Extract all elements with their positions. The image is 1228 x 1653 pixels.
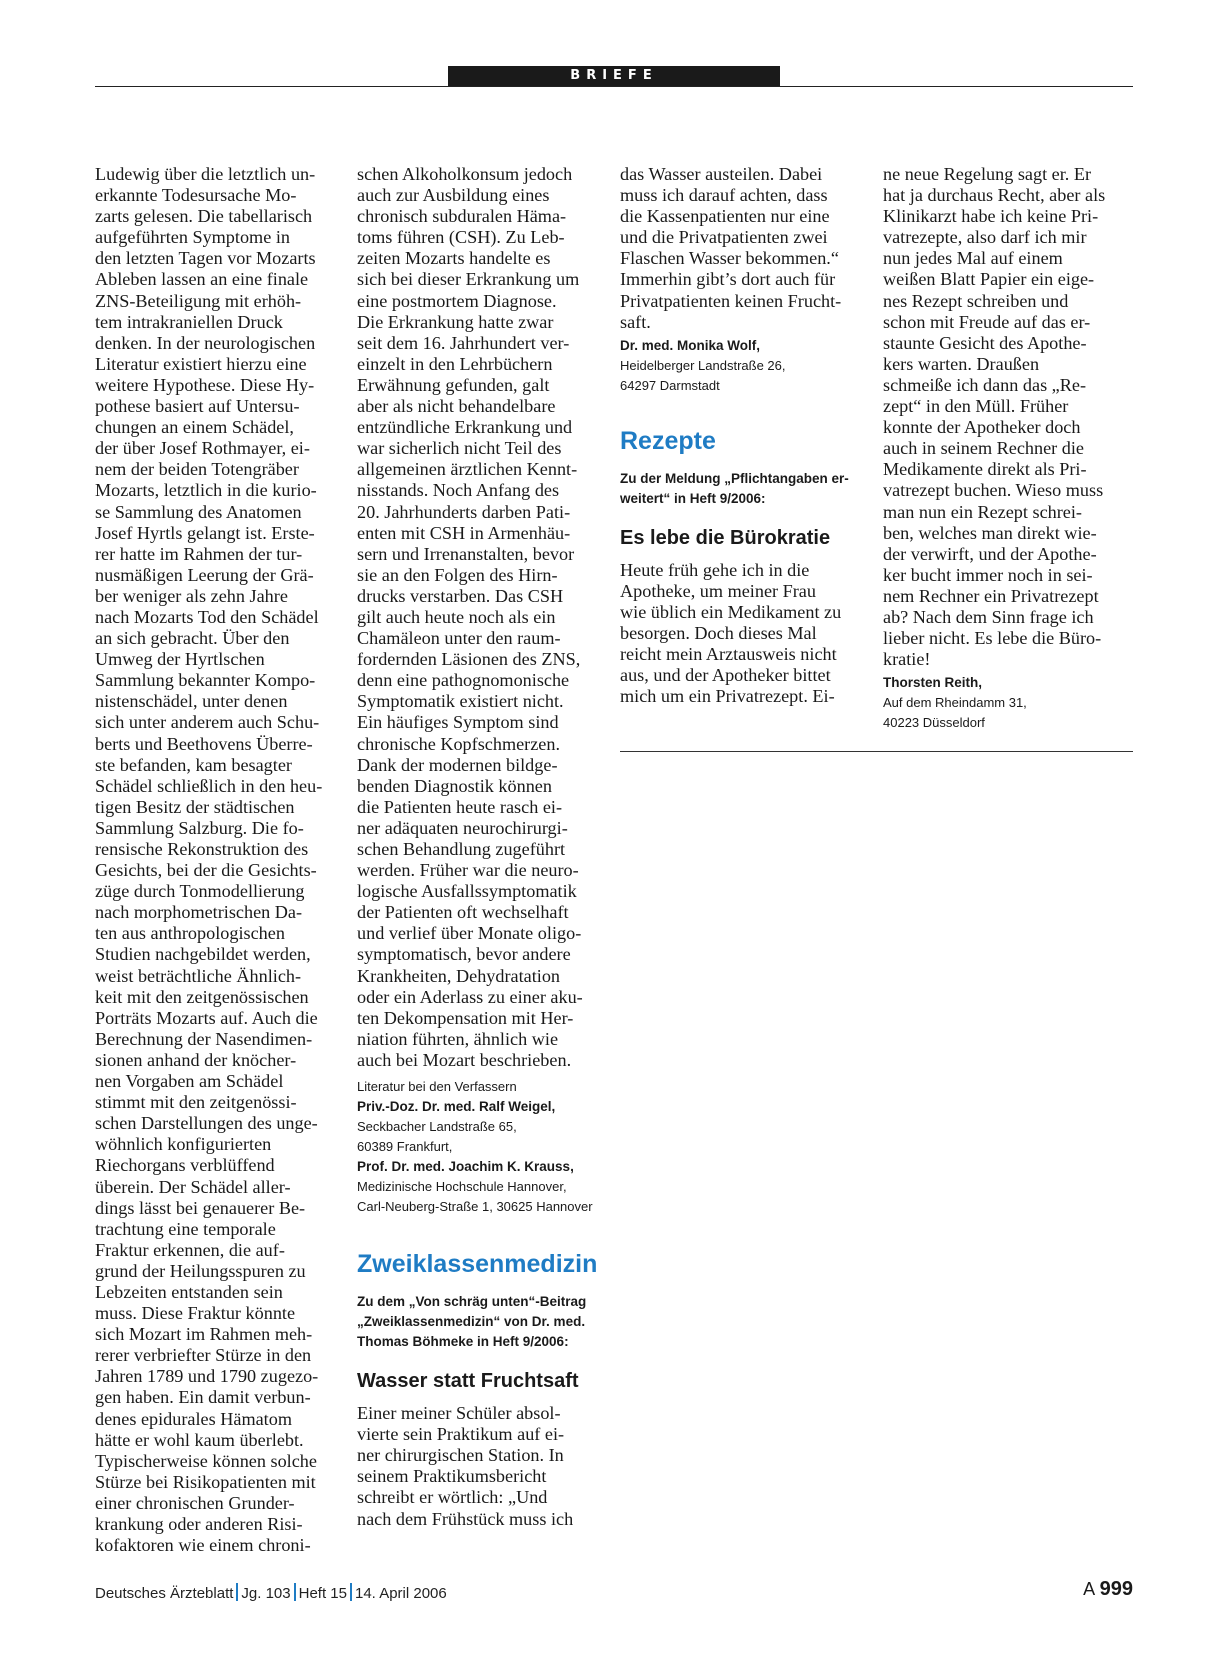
literature-note: Literatur bei den Verfassern — [357, 1079, 517, 1095]
text-line: Apotheke, um meiner Frau — [620, 580, 816, 601]
text-line: nem der beiden Totengräber — [95, 459, 299, 480]
section-separator — [620, 751, 1133, 752]
text-line: chungen an einem Schädel, — [95, 417, 294, 438]
text-line: aufgeführten Symptome in — [95, 227, 290, 248]
text-line: logische Ausfallssymptomatik — [357, 881, 577, 902]
footer-divider — [350, 1583, 352, 1601]
text-line: Lebzeiten entstanden sein — [95, 1281, 283, 1302]
text-line: Literatur existiert hierzu eine — [95, 353, 307, 374]
text-line: ker bucht immer noch in sei- — [883, 564, 1093, 585]
text-line: zeiten Mozarts handelte es — [357, 248, 551, 269]
text-line: muss. Diese Fraktur könnte — [95, 1303, 296, 1324]
text-line: schon mit Freude auf das er- — [883, 311, 1091, 332]
text-line: nach morphometrischen Da- — [95, 902, 303, 923]
text-line: denken. In der neurologischen — [95, 332, 316, 353]
text-line: symptomatisch, bevor andere — [357, 944, 571, 965]
text-line: denn eine pathognomonische — [357, 670, 570, 691]
page-number-value: 999 — [1099, 1578, 1133, 1600]
text-line: Ein häufiges Symptom sind — [357, 712, 559, 733]
header-rule — [95, 86, 1133, 87]
text-line: tigen Besitz der städtischen — [95, 796, 295, 817]
text-line: wie üblich ein Medikament zu — [620, 601, 842, 622]
text-line: niation führten, ähnlich wie — [357, 1028, 559, 1049]
author-address: Heidelberger Landstraße 26, — [620, 357, 786, 373]
author-address: 64297 Darmstadt — [620, 377, 720, 393]
text-line: allgemeinen ärztlichen Kennt- — [357, 459, 578, 480]
text-line: dings lässt bei genauerer Be- — [95, 1197, 306, 1218]
text-line: auch in seinem Rechner die — [883, 438, 1084, 459]
text-line: rer hatte im Rahmen der tur- — [95, 543, 303, 564]
section-title: Rezepte — [620, 426, 716, 455]
text-line: ne neue Regelung sagt er. Er — [883, 164, 1092, 184]
text-line: keit mit den zeitgenössischen — [95, 986, 309, 1007]
text-line: ben, welches man direkt wie- — [883, 522, 1097, 543]
author-address: Seckbacher Landstraße 65, — [357, 1119, 517, 1135]
intro-line: Thomas Böhmeke in Heft 9/2006: — [357, 1334, 569, 1350]
text-line: benden Diagnostik können — [357, 775, 552, 796]
text-line: auch bei Mozart beschrieben. — [357, 1049, 572, 1070]
text-line: auch zur Ausbildung eines — [357, 185, 550, 206]
text-line: Immerhin gibt’s dort auch für — [620, 269, 836, 290]
text-line: nem Rechner ein Privatrezept — [883, 585, 1099, 606]
text-line: rensische Rekonstruktion des — [95, 839, 309, 859]
text-line: Die Erkrankung hatte zwar — [357, 311, 554, 332]
text-line: enten mit CSH in Armenhäu- — [357, 522, 571, 543]
author-name: Prof. Dr. med. Joachim K. Krauss, — [357, 1159, 574, 1175]
text-line: einer chronischen Grunder- — [95, 1492, 295, 1513]
text-line: krankung oder anderen Risi- — [95, 1514, 303, 1534]
text-line: aber als nicht behandelbare — [357, 396, 556, 417]
text-line: kratie! — [883, 649, 931, 670]
text-line: war sicherlich nicht Teil des — [357, 438, 562, 459]
text-line: ber weniger als zehn Jahre — [95, 585, 288, 606]
author-address: 40223 Düsseldorf — [883, 715, 985, 731]
text-line: ner adäquaten neurochirurgi- — [357, 817, 568, 838]
text-line: Gesichts, bei der die Gesichts- — [95, 860, 317, 881]
text-line: seinem Praktikumsbericht — [357, 1466, 547, 1487]
footer-divider — [294, 1583, 296, 1601]
intro-line: weitert“ in Heft 9/2006: — [620, 490, 766, 506]
text-line: vierte sein Praktikum auf ei- — [357, 1424, 565, 1445]
author-address: 60389 Frankfurt, — [357, 1139, 453, 1155]
text-line: Einer meiner Schüler absol- — [357, 1403, 561, 1424]
text-line: toms führen (CSH). Zu Leb- — [357, 227, 565, 248]
author-address: Medizinische Hochschule Hannover, — [357, 1179, 567, 1195]
text-line: schreibt er wörtlich: „Und — [357, 1487, 548, 1508]
text-line: sie an den Folgen des Hirn- — [357, 564, 558, 585]
text-line: Heute früh gehe ich in die — [620, 559, 810, 580]
text-line: Riechorgans verblüffend — [95, 1155, 275, 1176]
text-line: Ableben lassen an eine finale — [95, 269, 309, 290]
author-address: Auf dem Rheindamm 31, — [883, 695, 1027, 711]
text-line: schen Behandlung zugeführt — [357, 839, 566, 859]
text-line: Studien nachgebildet werden, — [95, 944, 311, 965]
section-title: Zweiklassenmedizin — [357, 1250, 598, 1279]
text-line: nistenschädel, unter denen — [95, 691, 288, 712]
issue: Heft 15 — [298, 1585, 347, 1602]
letter-body — [357, 1403, 605, 1530]
letter-intro — [357, 1292, 605, 1352]
text-line: der Patienten oft wechselhaft — [357, 902, 569, 923]
text-line: schen Alkoholkonsum jedoch — [357, 164, 573, 184]
text-line: kers warten. Draußen — [883, 353, 1040, 374]
text-line: und die Privatpatienten zwei — [620, 227, 828, 248]
text-line: Stürze bei Risikopatienten mit — [95, 1471, 316, 1492]
text-line: sich bei dieser Erkrankung um — [357, 269, 580, 290]
column-2-text — [357, 164, 605, 1071]
text-line: berts und Beethovens Überre- — [95, 733, 313, 754]
footer-divider — [236, 1583, 238, 1601]
text-line: zept“ in den Müll. Früher — [883, 396, 1069, 417]
text-line: lieber nicht. Es lebe die Büro- — [883, 628, 1102, 649]
text-line: Umweg der Hyrtlschen — [95, 649, 265, 670]
text-line: konnte der Apotheker doch — [883, 417, 1081, 438]
text-line: schmeiße ich dann das „Re- — [883, 374, 1087, 395]
text-line: sern und Irrenanstalten, bevor — [357, 543, 575, 564]
text-line: ten aus anthropologischen — [95, 923, 285, 944]
text-line: seit dem 16. Jahrhundert ver- — [357, 332, 570, 353]
text-line: nun jedes Mal auf einem — [883, 248, 1063, 269]
text-line: Fraktur erkennen, die auf- — [95, 1239, 285, 1260]
text-line: nen Vorgaben am Schädel — [95, 1071, 284, 1092]
text-line: Ludewig über die letztlich un- — [95, 164, 316, 184]
letter-body — [620, 560, 868, 708]
text-line: Schädel schließlich in den heu- — [95, 775, 323, 796]
text-line: nes Rezept schreiben und — [883, 290, 1069, 311]
text-line: wöhnlich konfigurierten — [95, 1134, 272, 1155]
text-line: eine postmortem Diagnose. — [357, 290, 557, 311]
page-number — [1083, 1578, 1133, 1601]
text-line: hat ja durchaus Recht, aber als — [883, 185, 1106, 206]
text-line: erkannte Todesursache Mo- — [95, 185, 297, 206]
text-line: weist beträchtliche Ähnlich- — [95, 965, 302, 986]
text-line: vatrezepte, also darf ich mir — [883, 227, 1087, 248]
text-line: Sammlung Salzburg. Die fo- — [95, 817, 304, 838]
text-line: gilt auch heute noch als ein — [357, 606, 556, 627]
text-line: chronisch subduralen Häma- — [357, 206, 567, 227]
author-name: Priv.-Doz. Dr. med. Ralf Weigel, — [357, 1099, 556, 1115]
text-line: sionen anhand der knöcher- — [95, 1049, 297, 1070]
text-line: vatrezept buchen. Wieso muss — [883, 480, 1104, 501]
author-address: Carl-Neuberg-Straße 1, 30625 Hannover — [357, 1199, 593, 1215]
text-line: zarts gelesen. Die tabellarisch — [95, 206, 313, 227]
text-line: Typischerweise können solche — [95, 1450, 317, 1471]
issue-date: 14. April 2006 — [355, 1585, 447, 1602]
text-line: ten Dekompensation mit Her- — [357, 1007, 574, 1028]
text-line: Mozarts, letztlich in die kurio- — [95, 480, 317, 501]
text-line: schen Darstellungen des unge- — [95, 1113, 318, 1134]
letter-intro — [620, 469, 868, 509]
letter-headline: Wasser statt Fruchtsaft — [357, 1370, 579, 1393]
text-line: chronische Kopfschmerzen. — [357, 733, 561, 754]
text-line: Flaschen Wasser bekommen.“ — [620, 248, 839, 269]
text-line: se Sammlung des Anatomen — [95, 501, 302, 522]
text-line: reicht mein Arztausweis nicht — [620, 644, 837, 665]
text-line: Dank der modernen bildge- — [357, 754, 558, 775]
text-line: ZNS-Beteiligung mit erhöh- — [95, 290, 302, 311]
text-line: gen haben. Ein damit verbun- — [95, 1387, 311, 1408]
text-line: Porträts Mozarts auf. Auch die — [95, 1007, 318, 1028]
journal-name: Deutsches Ärzteblatt — [95, 1585, 234, 1602]
text-line: ste befanden, kam besagter — [95, 754, 292, 775]
text-line: werden. Früher war die neuro- — [357, 860, 579, 881]
text-line: Jahren 1789 und 1790 zugezo- — [95, 1366, 319, 1387]
text-line: die Patienten heute rasch ei- — [357, 796, 563, 817]
column-1 — [95, 164, 341, 1556]
text-line: ab? Nach dem Sinn frage ich — [883, 606, 1094, 627]
text-line: Berechnung der Nasendimen- — [95, 1028, 313, 1049]
text-line: rerer verbriefter Stürze in den — [95, 1345, 312, 1366]
text-line: die Kassenpatienten nur eine — [620, 206, 830, 227]
text-line: einzelt in den Lehrbüchern — [357, 353, 553, 374]
text-line: Sammlung bekannter Kompo- — [95, 670, 316, 691]
footer — [95, 1583, 447, 1602]
text-line: weitere Hypothese. Diese Hy- — [95, 374, 315, 395]
author-name: Dr. med. Monika Wolf, — [620, 337, 761, 353]
column-1-text — [95, 164, 341, 1556]
text-line: Privatpatienten keinen Frucht- — [620, 290, 842, 311]
text-line: der verwirft, und der Apothe- — [883, 543, 1097, 564]
page-prefix: A — [1083, 1579, 1096, 1599]
text-line: oder ein Aderlass zu einer aku- — [357, 986, 583, 1007]
text-line: der über Josef Rothmayer, ei- — [95, 438, 310, 459]
text-line: muss ich darauf achten, dass — [620, 185, 828, 206]
text-line: drucks verstarben. Das CSH — [357, 585, 564, 606]
text-line: grund der Heilungsspuren zu — [95, 1260, 306, 1281]
text-line: an sich gebracht. Über den — [95, 628, 290, 649]
intro-line: „Zweiklassenmedizin“ von Dr. med. — [357, 1314, 586, 1330]
text-line: ner chirurgischen Station. In — [357, 1445, 564, 1466]
text-line: und verlief über Monate oligo- — [357, 923, 582, 944]
text-line: Klinikarzt habe ich keine Pri- — [883, 206, 1099, 227]
text-line: tem intrakraniellen Druck — [95, 311, 283, 332]
text-line: stimmt mit den zeitgenössi- — [95, 1092, 297, 1113]
text-line: man nun ein Rezept schrei- — [883, 501, 1082, 522]
intro-line: Zu der Meldung „Pflichtangaben er- — [620, 470, 849, 486]
author-name: Thorsten Reith, — [883, 675, 983, 691]
text-line: Medikamente direkt als Pri- — [883, 459, 1087, 480]
column-2 — [357, 164, 605, 1530]
text-line: entzündliche Erkrankung und — [357, 417, 573, 438]
text-line: nusmäßigen Leerung der Grä- — [95, 564, 314, 585]
volume: Jg. 103 — [241, 1585, 291, 1602]
intro-line: Zu dem „Von schräg unten“-Beitrag — [357, 1294, 587, 1310]
text-line: züge durch Tonmodellierung — [95, 881, 305, 902]
text-line: hätte er wohl kaum überlebt. — [95, 1429, 304, 1450]
text-line: kofaktoren wie einem chroni- — [95, 1535, 311, 1556]
text-line: nach Mozarts Tod den Schädel — [95, 606, 319, 627]
section-label: BRIEFE — [448, 66, 780, 86]
text-line: Erwähnung gefunden, galt — [357, 374, 550, 395]
text-line: Krankheiten, Dehydratation — [357, 965, 561, 986]
text-line: Symptomatik existiert nicht. — [357, 691, 564, 712]
text-line: den letzten Tagen vor Mozarts — [95, 248, 316, 269]
text-line: Josef Hyrtls gelangt ist. Erste- — [95, 522, 315, 543]
text-line: saft. — [620, 311, 651, 332]
text-line: weißen Blatt Papier ein eige- — [883, 269, 1095, 290]
letter-headline: Es lebe die Bürokratie — [620, 526, 831, 549]
text-line: sich Mozart im Rahmen meh- — [95, 1324, 313, 1345]
column-4-text — [883, 164, 1131, 670]
text-line: pothese basiert auf Untersu- — [95, 396, 300, 417]
text-line: überein. Der Schädel aller- — [95, 1176, 291, 1197]
text-line: mich um ein Privatrezept. Ei- — [620, 686, 835, 707]
text-line: nisstands. Noch Anfang des — [357, 480, 560, 501]
text-line: trachtung eine temporale — [95, 1218, 276, 1239]
text-line: staunte Gesicht des Apothe- — [883, 332, 1087, 353]
text-line: besorgen. Doch dieses Mal — [620, 623, 817, 644]
text-line: nach dem Frühstück muss ich — [357, 1508, 574, 1529]
text-line: Chamäleon unter den raum- — [357, 628, 561, 649]
column-3-text — [620, 164, 868, 333]
column-4 — [883, 164, 1131, 733]
text-line: denes epidurales Hämatom — [95, 1408, 292, 1429]
text-line: 20. Jahrhunderts darben Pati- — [357, 501, 571, 522]
text-line: aus, und der Apotheker bittet — [620, 665, 831, 686]
column-3 — [620, 164, 868, 707]
text-line: fordernden Läsionen des ZNS, — [357, 649, 581, 670]
text-line: das Wasser austeilen. Dabei — [620, 164, 823, 184]
text-line: sich unter anderem auch Schu- — [95, 712, 320, 733]
